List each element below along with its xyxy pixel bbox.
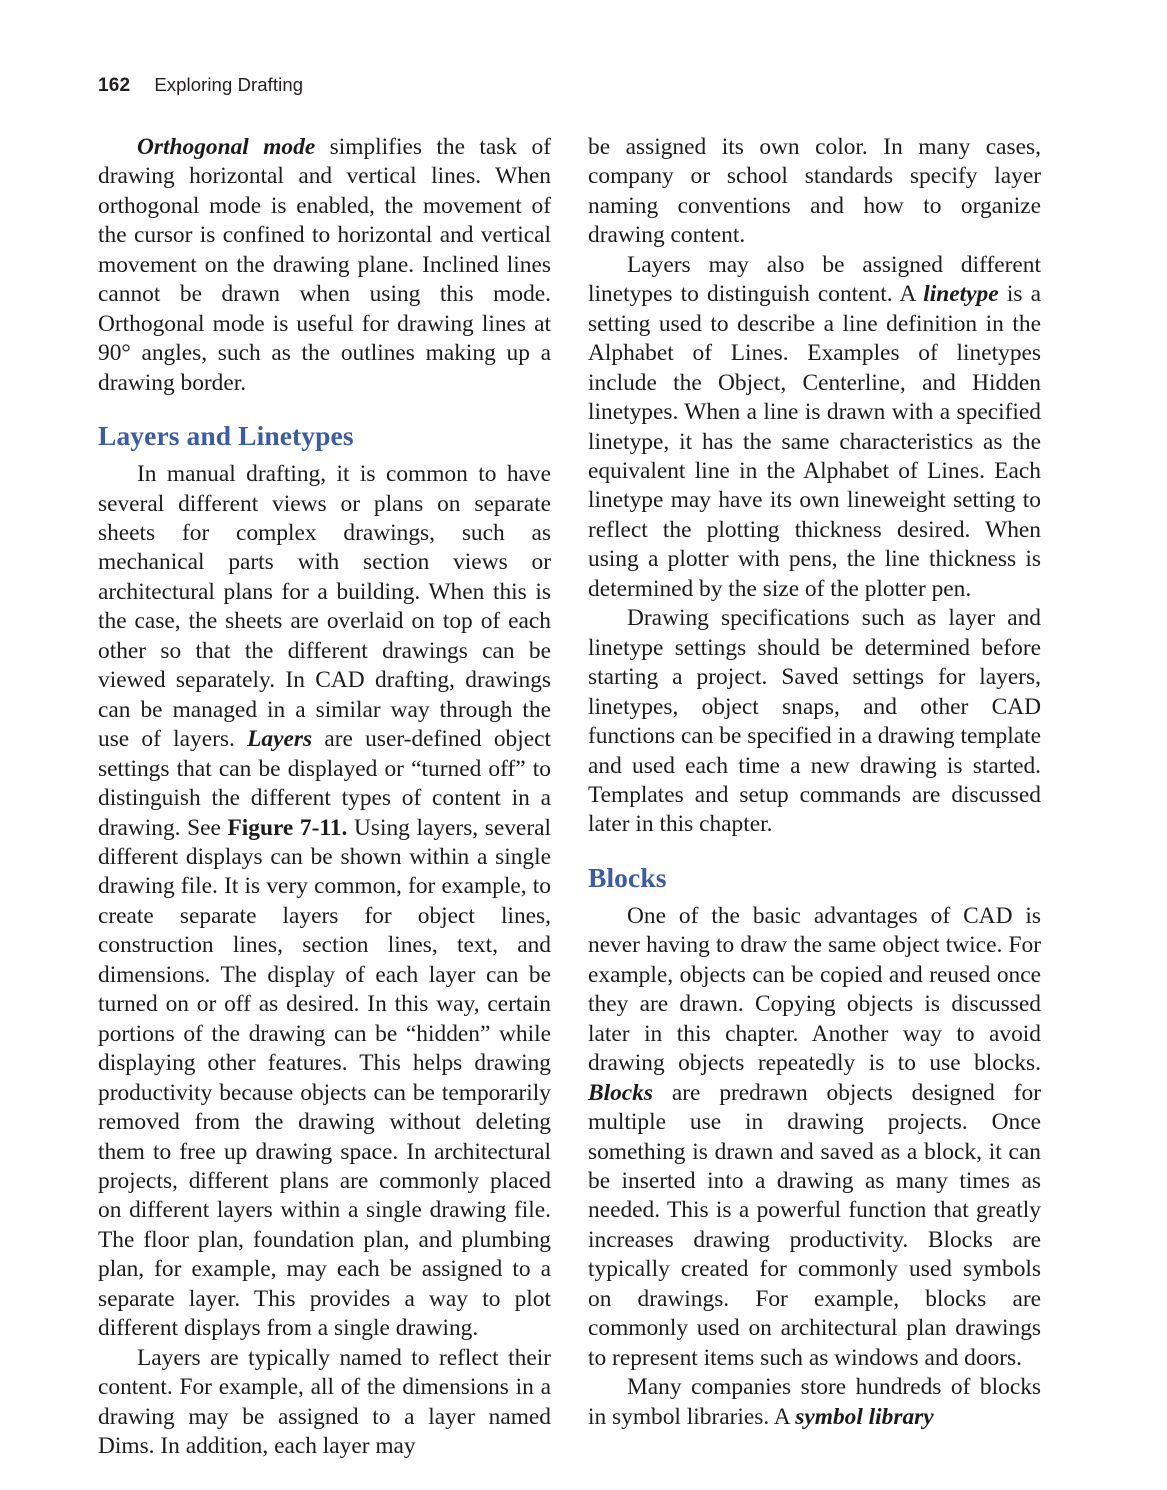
emphasis-term: Blocks	[588, 1079, 653, 1106]
emphasis-term: Orthogonal mode	[137, 134, 316, 160]
section-heading-blocks: Blocks	[588, 861, 667, 893]
paragraph-layers-named: Layers are typically named to reflect their content. For example, all of the dimensions in a drawing may be assigned to a layer named Dims. In addition, each layer may	[98, 1344, 551, 1460]
column-right	[588, 133, 1041, 1432]
paragraph-drawing-specs: Drawing specifications such as layer and linetype settings should be determined before starting a project. Saved settings for layers, linetypes, object snaps, and other CAD functions can be specified in a drawing template and used each time a new drawing is started. Templates and setup commands are discussed later in this chapter.	[588, 605, 1041, 838]
emphasis-term: symbol library	[795, 1403, 934, 1430]
emphasis-term: linetype	[923, 281, 999, 308]
paragraph-linetypes: Layers may also be assigned different linetypes to distinguish content. A linetype is a setting used to describe a line definition in the Alphabet of Lines. Examples of linetypes include the Object, Centerline, and Hidden linetypes. When a line is drawn with a specified linetype, it has the same characteristics as the equivalent line in the Alphabet of Lines. Each linetype may have its own lineweight setting to reflect the plotting thickness desired. When using a plotter with pens, the line thickness is determined by the size of the plotter pen.	[588, 251, 1042, 602]
column-left	[98, 133, 551, 1461]
figure-reference: Figure 7-11.	[227, 814, 348, 841]
section-heading-layers-and-linetypes: Layers and Linetypes	[98, 420, 354, 452]
text-columns	[98, 133, 1069, 1460]
running-title: Exploring Drafting	[154, 74, 304, 95]
paragraph-manual-drafting: In manual drafting, it is common to have several different views or plans on separate sheets for complex drawings, such as mechanical parts with section views or architectural plans for a building. When this is the case, the sheets are overlaid on top of each other so that the different drawings can be viewed separately. In CAD drafting, drawings can be managed in a similar way through the use of layers. Layers are user-defined object settings that can be displayed or “turned off” to distinguish the different types of content in a drawing. See Figure 7-11. Using layers, several different displays can be shown within a single drawing file. It is very common, for example, to create separate layers for object lines, construction lines, section lines, text, and dimensions. The display of each layer can be turned on or off as desired. In this way, certain portions of the drawing can be “hidden” while displaying other features. This helps drawing productivity because objects can be temporarily removed from the drawing without deleting them to free up drawing space. In architectural projects, different plans are commonly placed on different layers within a single drawing file. The floor plan, foundation plan, and plumbing plan, for example, may each be assigned to a separate layer. This provides a way to plot different displays from a single drawing.	[98, 461, 551, 1342]
paragraph-blocks-intro: One of the basic advantages of CAD is never having to draw the same object twice. For example, objects can be copied and reused once they are drawn. Copying objects is discussed later in this chapter. Another way to avoid drawing objects repeatedly is to use blocks. Blocks are predrawn objects designed for multiple use in drawing projects. Once something is drawn and saved as a block, it can be inserted into a drawing as many times as needed. This is a powerful function that greatly increases drawing productivity. Blocks are typically created for commonly used symbols on drawings. For example, blocks are commonly used on architectural plan drawings to represent items such as windows and doors.	[588, 902, 1041, 1371]
paragraph-assigned-color: be assigned its own color. In many cases, company or school standards specify layer naming conventions and how to organize drawing content.	[588, 134, 1041, 249]
paragraph-orthogonal-mode: Orthogonal mode simplifies the task of drawing horizontal and vertical lines. When orthogonal mode is enabled, the movement of the cursor is confined to horizontal and vertical movement on the drawing plane. Inclined lines cannot be drawn when using this mode. Orthogonal mode is useful for drawing lines at 90° angles, such as the outlines making up a drawing border.	[98, 134, 552, 396]
paragraph-symbol-libraries: Many companies store hundreds of blocks in symbol libraries. A symbol library	[588, 1374, 1041, 1430]
running-header	[98, 74, 698, 104]
emphasis-term: Layers	[247, 726, 313, 753]
page-number: 162	[98, 75, 131, 96]
